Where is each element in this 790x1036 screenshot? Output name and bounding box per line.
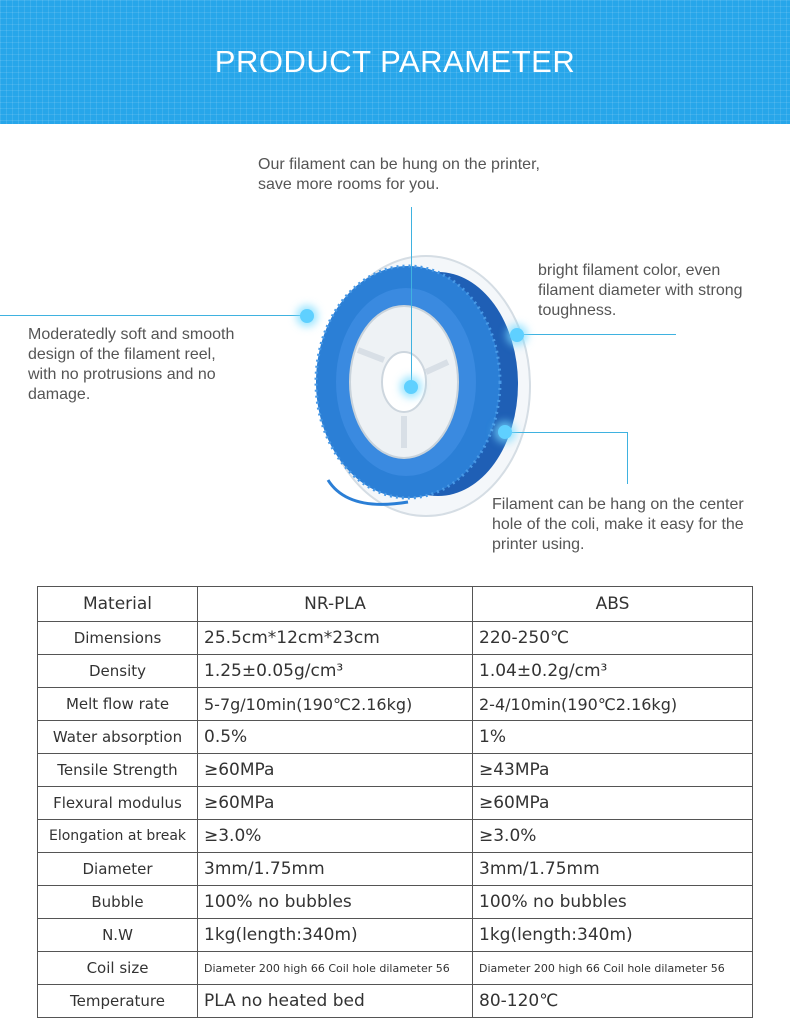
pla-value: ≥60MPa <box>198 787 473 820</box>
callout-right-dot <box>510 328 524 342</box>
abs-value: 1kg(length:340m) <box>473 919 753 952</box>
pla-value: 5-7g/10min(190℃2.16kg) <box>198 688 473 721</box>
row-label: Coil size <box>38 952 198 985</box>
row-label: Flexural modulus <box>38 787 198 820</box>
row-label: Dimensions <box>38 622 198 655</box>
table-row <box>38 985 753 1018</box>
pla-value: 1.25±0.05g/cm³ <box>198 655 473 688</box>
callout-top <box>258 155 540 195</box>
header-nr-pla: NR-PLA <box>198 587 473 622</box>
callout-top-line-1: Our filament can be hung on the printer, <box>258 156 540 173</box>
callout-left-line-1: Moderatedly soft and smooth <box>28 326 235 343</box>
callout-right-line-3: toughness. <box>538 302 617 319</box>
row-label: Density <box>38 655 198 688</box>
callout-right <box>538 261 743 321</box>
table-row <box>38 622 753 655</box>
pla-value: 25.5cm*12cm*23cm <box>198 622 473 655</box>
callout-left-dot <box>300 309 314 323</box>
abs-value: 100% no bubbles <box>473 886 753 919</box>
callout-top-dot <box>404 380 418 394</box>
header-material: Material <box>38 587 198 622</box>
table-row <box>38 721 753 754</box>
filament-spool-image <box>288 250 548 522</box>
callout-bottom-connector-v <box>627 432 628 484</box>
callout-bottom-dot <box>498 425 512 439</box>
callout-top-line-2: save more rooms for you. <box>258 176 440 193</box>
callout-left-line-3: with no protrusions and no <box>28 366 216 383</box>
callout-top-connector <box>411 207 412 385</box>
table-row <box>38 754 753 787</box>
callout-right-connector <box>516 334 676 335</box>
table-row <box>38 688 753 721</box>
pla-value: 3mm/1.75mm <box>198 853 473 886</box>
abs-value: 1% <box>473 721 753 754</box>
table-row <box>38 919 753 952</box>
callout-right-line-2: filament diameter with strong <box>538 282 743 299</box>
pla-value: PLA no heated bed <box>198 985 473 1018</box>
abs-value: 80-120℃ <box>473 985 753 1018</box>
row-label: Water absorption <box>38 721 198 754</box>
callout-bottom-line-2: hole of the coli, make it easy for the <box>492 516 744 533</box>
table-header-row <box>38 587 753 622</box>
abs-value: Diameter 200 high 66 Coil hole dilameter 56 <box>473 952 753 985</box>
row-label: N.W <box>38 919 198 952</box>
pla-value: 1kg(length:340m) <box>198 919 473 952</box>
callout-bottom-line-1: Filament can be hang on the center <box>492 496 744 513</box>
abs-value: 3mm/1.75mm <box>473 853 753 886</box>
abs-value: 220-250℃ <box>473 622 753 655</box>
pla-value: 0.5% <box>198 721 473 754</box>
table-row <box>38 853 753 886</box>
table-row <box>38 952 753 985</box>
header-abs: ABS <box>473 587 753 622</box>
page-title: PRODUCT PARAMETER <box>214 44 576 79</box>
abs-value: ≥43MPa <box>473 754 753 787</box>
pla-value: 100% no bubbles <box>198 886 473 919</box>
table-row <box>38 886 753 919</box>
abs-value: ≥3.0% <box>473 820 753 853</box>
abs-value: 1.04±0.2g/cm³ <box>473 655 753 688</box>
row-label: Elongation at break <box>38 820 198 853</box>
abs-value: 2-4/10min(190℃2.16kg) <box>473 688 753 721</box>
callout-bottom-line-3: printer using. <box>492 536 585 553</box>
callout-bottom-connector-h <box>505 432 628 433</box>
row-label: Melt flow rate <box>38 688 198 721</box>
pla-value: Diameter 200 high 66 Coil hole dilameter 56 <box>198 952 473 985</box>
pla-value: ≥3.0% <box>198 820 473 853</box>
row-label: Tensile Strength <box>38 754 198 787</box>
row-label: Bubble <box>38 886 198 919</box>
abs-value: ≥60MPa <box>473 787 753 820</box>
callout-left-line-4: damage. <box>28 386 91 403</box>
parameter-table <box>37 586 753 1018</box>
table-row <box>38 655 753 688</box>
callout-left <box>28 325 234 405</box>
callout-left-connector <box>0 315 305 316</box>
row-label: Temperature <box>38 985 198 1018</box>
table-row <box>38 787 753 820</box>
row-label: Diameter <box>38 853 198 886</box>
header-banner <box>0 0 790 124</box>
pla-value: ≥60MPa <box>198 754 473 787</box>
callout-left-line-2: design of the filament reel, <box>28 346 216 363</box>
table-row <box>38 820 753 853</box>
callout-right-line-1: bright filament color, even <box>538 262 721 279</box>
